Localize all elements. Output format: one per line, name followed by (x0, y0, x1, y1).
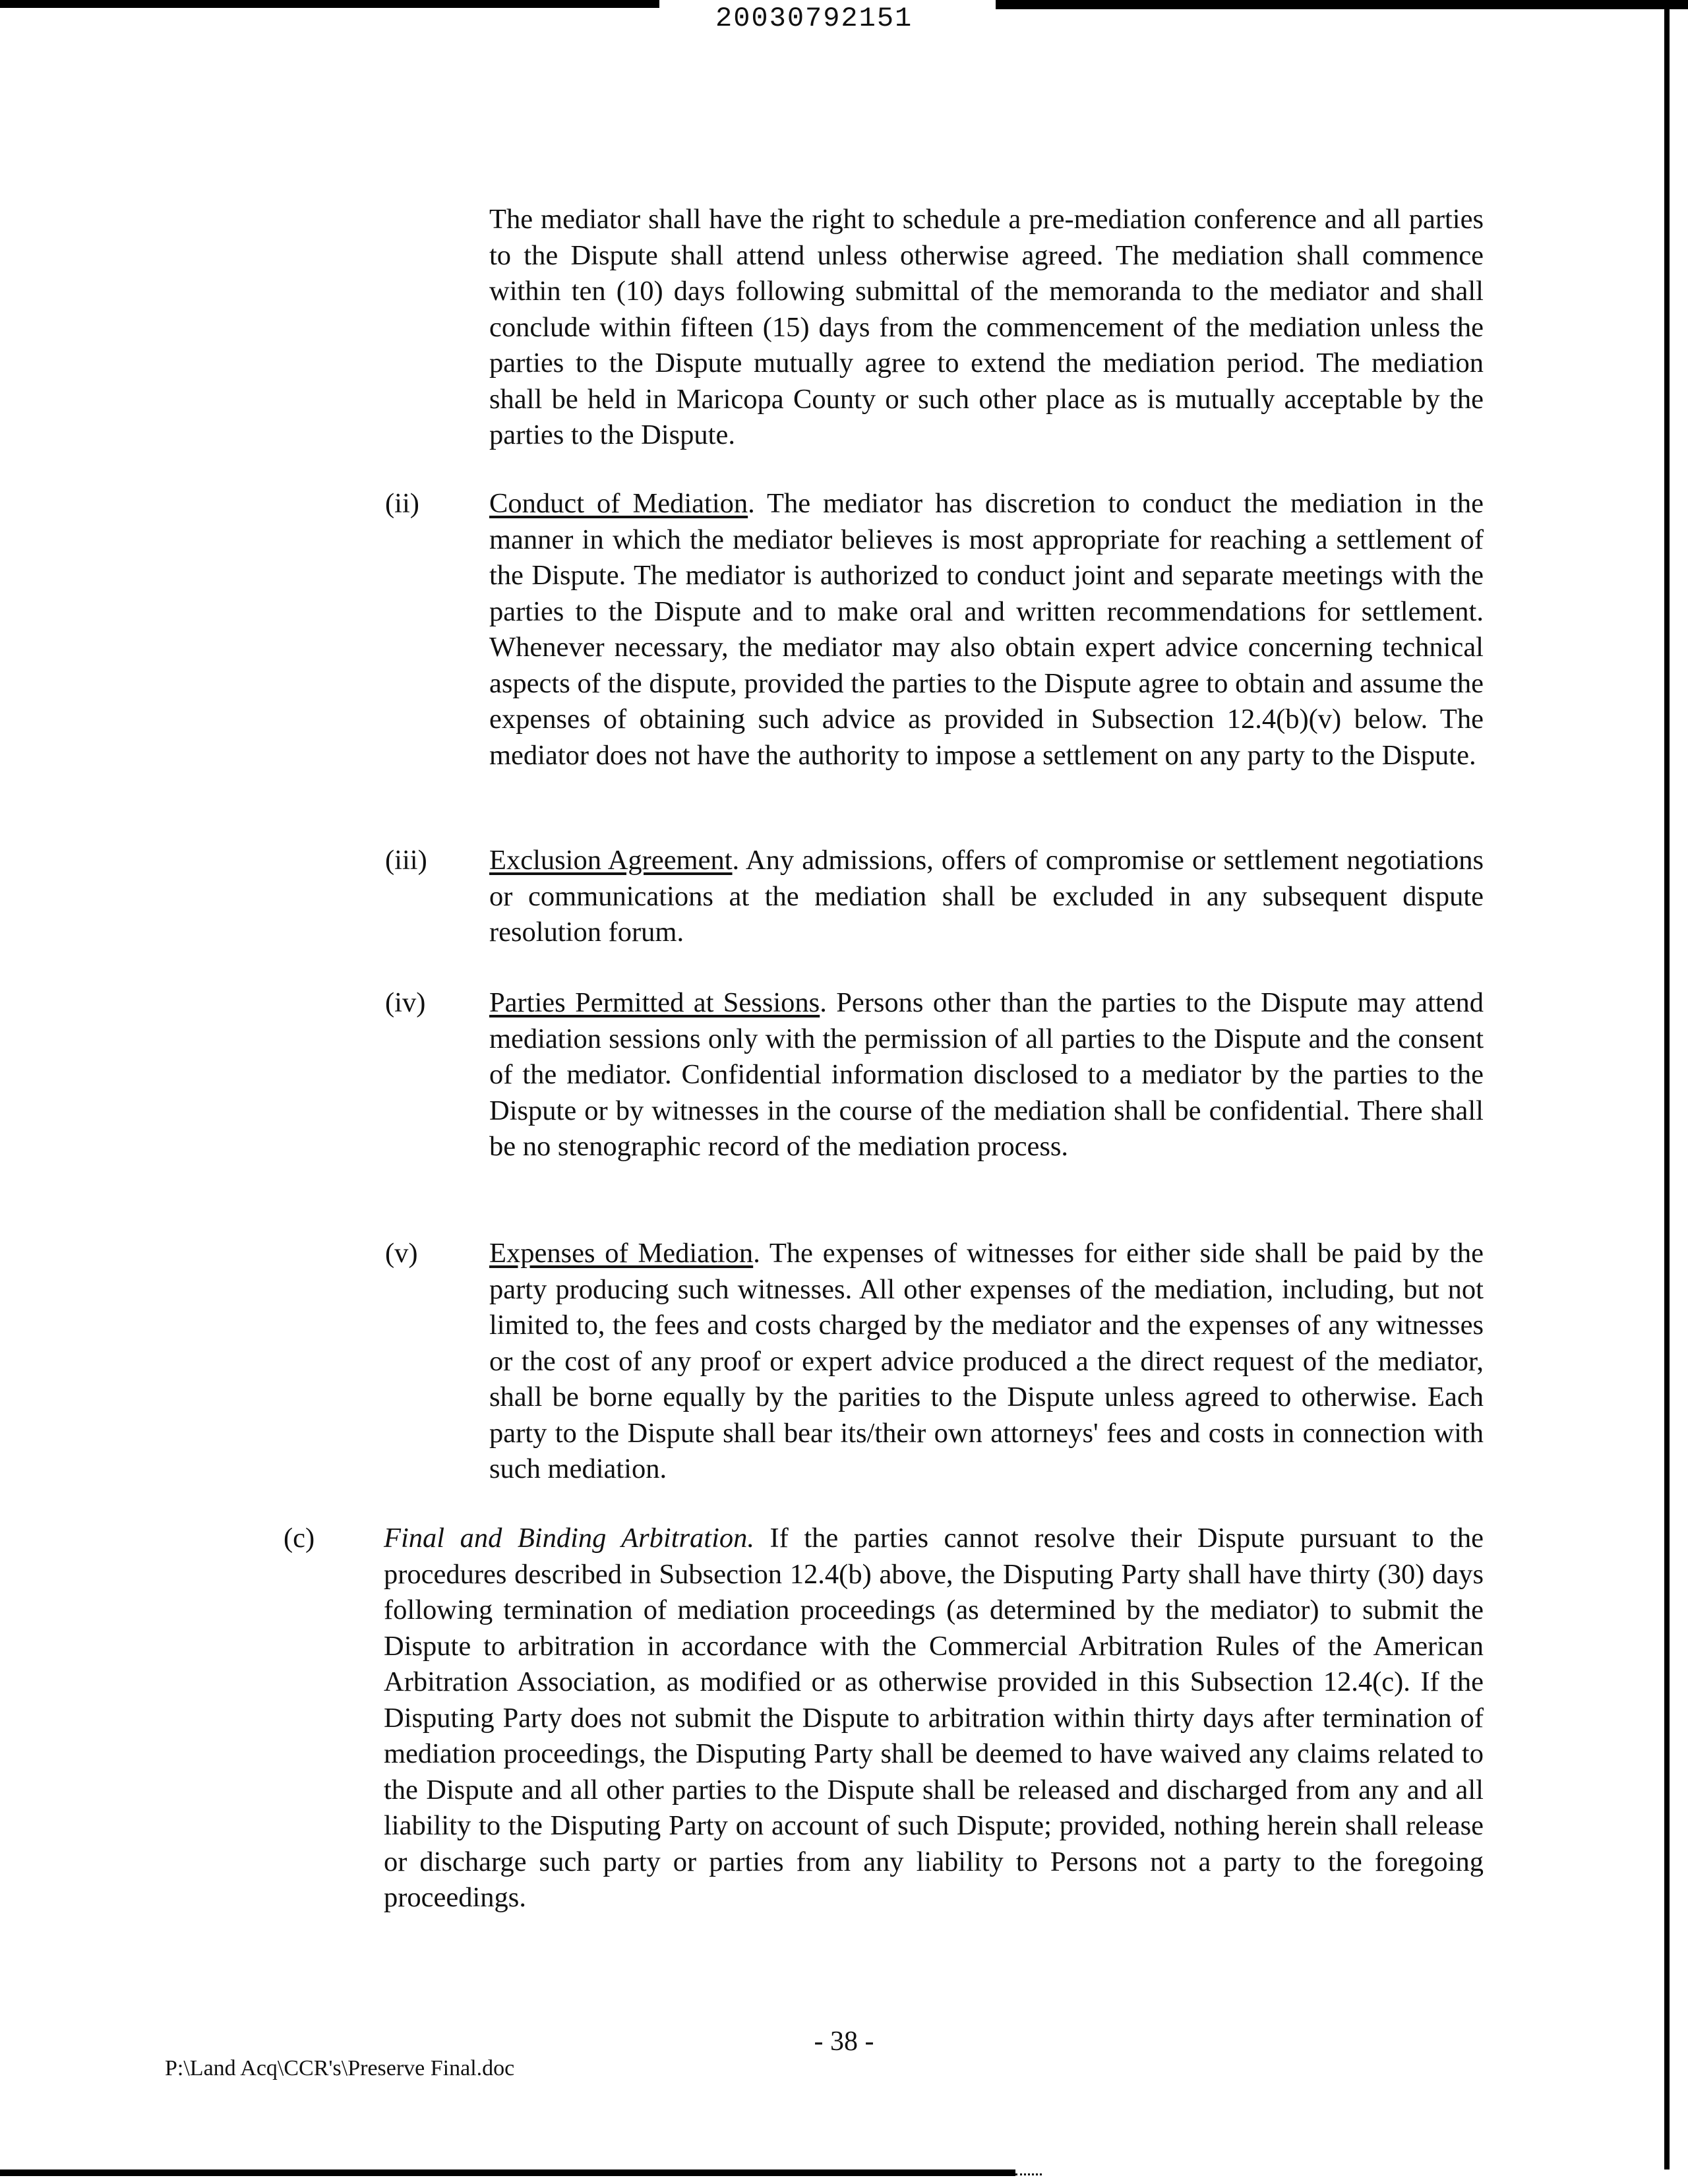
scan-border-top-right (996, 0, 1688, 9)
item-number-ii: (ii) (385, 488, 419, 519)
item-heading: Conduct of Mediation (489, 488, 748, 519)
item-number-iv: (iv) (385, 987, 426, 1018)
item-text: . The expenses of witnesses for either side shall be paid by the party producing such witnesses. All other expenses of the mediation, including, but not limited to, the fees and costs charged by the mediator and the expenses of any witnesses or the cost of any proof or expert advice produced a the direct request of the mediator, shall be borne equally by the parities to the Dispute unless agreed to otherwise. Each party to the Dispute shall bear its/their own attorneys' fees and costs in connection with such mediation. (489, 1238, 1484, 1484)
item-heading: Parties Permitted at Sessions (489, 987, 820, 1018)
section-c-number: (c) (284, 1523, 315, 1554)
item-number-v: (v) (385, 1238, 418, 1269)
item-number-iii: (iii) (385, 845, 427, 876)
scan-border-right (1664, 0, 1670, 2169)
document-id: 20030792151 (715, 3, 913, 34)
item-text: . The mediator has discretion to conduct the mediation in the manner in which the mediator believes is most appropriate for reaching a settlement of the Dispute. The mediator is authorized to conduct joint and separate meetings with the parties to the Dispute and to make oral and written recommendations for settlement. Whenever necessary, the mediator may also obtain expert advice concerning technical aspects of the dispute, provided the parties to the Dispute agree to obtain and assume the expenses of obtaining such advice as provided in Subsection 12.4(b)(v) below. The mediator does not have the authority to impose a settlement on any party to the Dispute. (489, 488, 1484, 771)
item-parties-permitted (489, 985, 1484, 1165)
file-path: P:\Land Acq\CCR's\Preserve Final.doc (165, 2056, 515, 2080)
item-expenses-of-mediation (489, 1236, 1484, 1488)
item-exclusion-agreement (489, 843, 1484, 951)
page-number: - 38 - (814, 2026, 874, 2057)
scan-border-bottom (0, 2169, 1015, 2176)
scan-border-top-left (0, 0, 659, 8)
item-heading: Exclusion Agreement (489, 845, 733, 876)
section-c-heading: Final and Binding Arbitration. (384, 1523, 755, 1554)
intro-paragraph: The mediator shall have the right to schedule a pre-mediation conference and all parties to the Dispute shall attend unless otherwise agreed. The mediation shall commence within ten (10) days following submittal of the memoranda to the mediator and shall conclude within fifteen (15) days from the commencement of the mediation unless the parties to the Dispute mutually agree to extend the mediation period. The mediation shall be held in Maricopa County or such other place as is mutually acceptable by the parties to the Dispute. (489, 204, 1484, 450)
item-heading: Expenses of Mediation (489, 1238, 754, 1269)
scan-border-bottom-dots (1015, 2173, 1042, 2175)
item-text: . Persons other than the parties to the Dispute may attend mediation sessions only with the permission of all parties to the Dispute and the consent of the mediator. Confidential information disclosed to a mediator by the parties to the Dispute or by witnesses in the course of the mediation shall be confidential. There shall be no stenographic record of the mediation process. (489, 987, 1484, 1162)
item-conduct-of-mediation (489, 486, 1484, 774)
section-c-text: If the parties cannot resolve their Dispute pursuant to the procedures described in Subsection 12.4(b) above, the Disputing Party shall have thirty (30) days following termination of mediation proceedings (as determined by the mediator) to submit the Dispute to arbitration in accordance with the Commercial Arbitration Rules of the American Arbitration Association, as modified or as otherwise provided in this Subsection 12.4(c). If the Disputing Party does not submit the Dispute to arbitration within thirty days after termination of mediation proceedings, the Disputing Party shall be deemed to have waived any claims related to the Dispute and all other parties to the Dispute shall be released and discharged from any and all liability to the Disputing Party on account of such Dispute; provided, nothing herein shall release or discharge such party or parties from any liability to Persons not a party to the foregoing proceedings. (384, 1523, 1484, 1913)
item-text: . Any admissions, offers of compromise or settlement negotiations or communications at the mediation shall be excluded in any subsequent dispute resolution forum. (489, 845, 1484, 948)
section-c-paragraph (384, 1521, 1484, 1916)
